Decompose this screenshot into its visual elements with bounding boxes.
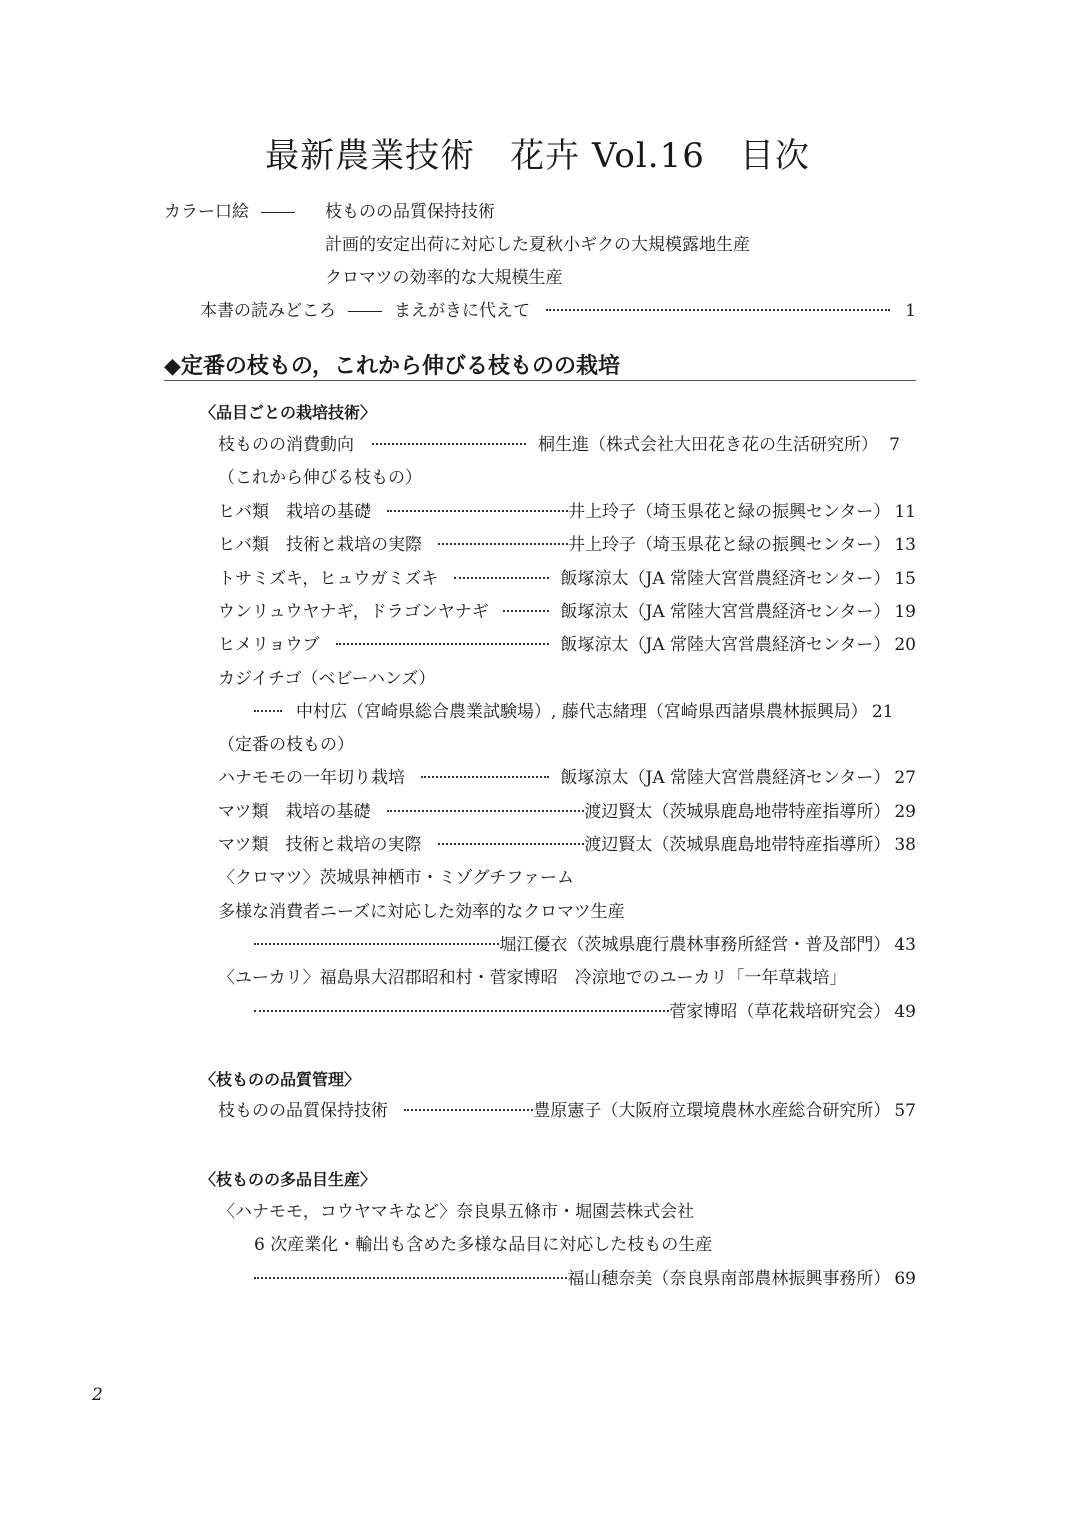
intro-text: まえがきに代えて [394,301,530,321]
group-label: （これから伸びる枝もの） [218,468,422,488]
entry-subtitle: 多様な消費者ニーズに対応した効率的なクロマツ生産 [218,902,625,922]
toc-entry-continuation[interactable] [254,1000,916,1024]
toc-entry-continuation[interactable] [254,933,916,957]
page-number: 49 [894,1002,916,1022]
em-dash [348,311,382,312]
toc-entry[interactable] [218,500,916,524]
page-number: 7 [889,435,900,455]
entry-author: 豊原憲子（大阪府立環境農林水産総合研究所） [533,1101,891,1121]
toc-intro-entry[interactable] [200,299,916,323]
leader-dots [546,309,890,311]
page-number: 38 [894,835,916,855]
entry-author: 渡辺賢太（茨城県鹿島地帯特産指導所） [584,835,891,855]
entry-author: 飯塚涼太（JA 常陸大宮営農経済センター） [560,768,891,788]
entry-title: ヒバ類 栽培の基礎 [218,502,371,522]
entry-title[interactable]: 〈クロマツ〉茨城県神栖市・ミゾグチファーム [218,868,574,888]
leader-dots [254,710,282,712]
toc-entry[interactable] [218,567,916,591]
entry-author: 井上玲子（埼玉県花と緑の振興センター） [568,502,891,522]
page-number: 13 [894,535,916,555]
entry-title: ヒメリョウブ [218,635,320,655]
toc-entry-continuation[interactable] [254,1267,916,1291]
page-number: 57 [894,1101,916,1121]
toc-entry[interactable] [218,1099,916,1123]
group-label: （定番の枝もの） [218,735,354,755]
entry-title: マツ類 技術と栽培の実際 [218,835,422,855]
page-number: 69 [894,1269,916,1289]
leader-dots [254,1277,567,1279]
leader-dots [387,810,585,812]
page-number: 21 [871,702,894,722]
intro-label: 本書の読みどころ [200,301,336,321]
toc-entry[interactable] [218,800,916,824]
toc-entry[interactable] [218,766,916,790]
leader-dots [421,776,549,778]
leader-dots [336,643,549,645]
leader-dots [387,510,568,512]
entry-author: 飯塚涼太（JA 常陸大宮営農経済センター） [560,602,891,622]
color-plate-item: 枝ものの品質保持技術 [325,202,495,222]
entry-author: 福山穂奈美（奈良県南部農林振興事務所） [567,1269,891,1289]
leader-dots [503,610,549,612]
toc-entry[interactable] [218,600,916,624]
entry-title: ヒバ類 技術と栽培の実際 [218,535,422,555]
entry-title[interactable]: 〈ハナモモ，コウヤマキなど〉奈良県五條市・堀園芸株式会社 [218,1202,695,1222]
leader-dots [254,1010,669,1012]
entry-author: 桐生進（株式会社大田花き花の生活研究所） [538,435,878,455]
page-title: 最新農業技術 花卉 Vol.16 目次 [265,136,810,176]
entry-author: 堀江優衣（茨城県鹿行農林事務所経営・普及部門） [499,935,891,955]
page-folio: 2 [92,1385,103,1405]
entry-title: 枝ものの品質保持技術 [218,1101,388,1121]
section-heading: ◆定番の枝もの，これから伸びる枝ものの栽培 [164,354,621,379]
leader-dots [254,943,499,945]
toc-entry[interactable] [218,533,916,557]
entry-title: マツ類 栽培の基礎 [218,802,371,822]
leader-dots [438,843,585,845]
page-number: 11 [894,502,916,522]
section-rule [164,380,916,381]
page-number: 27 [894,768,916,788]
color-plates-label: カラー口絵 [164,202,249,222]
entry-title: トサミズキ，ヒュウガミズキ [218,569,439,589]
page-number: 43 [894,935,916,955]
toc-entry[interactable] [218,633,916,657]
page-number: 1 [905,301,916,321]
subsection-heading: 〈品目ごとの栽培技術〉 [200,403,377,422]
entry-author: 中村広（宮崎県総合農業試験場）, 藤代志緒理（宮崎県西諸県農林振興局） [296,702,868,722]
entry-author: 菅家博昭（草花栽培研究会） [669,1002,891,1022]
toc-entry[interactable] [218,433,916,457]
leader-dots [438,543,568,545]
entry-author: 渡辺賢太（茨城県鹿島地帯特産指導所） [584,802,891,822]
entry-title: ウンリュウヤナギ，ドラゴンヤナギ [218,602,489,622]
entry-subtitle: 6 次産業化・輸出も含めた多様な品目に対応した枝もの生産 [254,1235,713,1255]
page-number: 29 [894,802,916,822]
entry-title[interactable]: 〈ユーカリ〉福島県大沼郡昭和村・菅家博昭 冷涼地でのユーカリ「一年草栽培」 [218,968,847,988]
em-dash [261,212,295,213]
color-plates-label-row [164,200,307,224]
leader-dots [454,577,548,579]
subsection-heading: 〈枝ものの品質管理〉 [200,1070,361,1089]
toc-entry[interactable] [218,833,916,857]
entry-author: 飯塚涼太（JA 常陸大宮営農経済センター） [560,635,891,655]
leader-dots [372,443,526,445]
entry-author: 井上玲子（埼玉県花と緑の振興センター） [568,535,891,555]
entry-author: 飯塚涼太（JA 常陸大宮営農経済センター） [560,569,891,589]
page-number: 20 [894,635,916,655]
color-plate-item: クロマツの効率的な大規模生産 [325,268,563,288]
page-number: 19 [894,602,916,622]
entry-title: ハナモモの一年切り栽培 [218,768,405,788]
entry-title[interactable]: カジイチゴ（ベビーハンズ） [218,669,436,689]
entry-title: 枝ものの消費動向 [218,435,354,455]
color-plate-item: 計画的安定出荷に対応した夏秋小ギクの大規模露地生産 [325,235,750,255]
page-number: 15 [894,569,916,589]
leader-dots [404,1109,533,1111]
toc-entry-continuation[interactable] [254,700,916,724]
subsection-heading: 〈枝ものの多品目生産〉 [200,1170,377,1189]
